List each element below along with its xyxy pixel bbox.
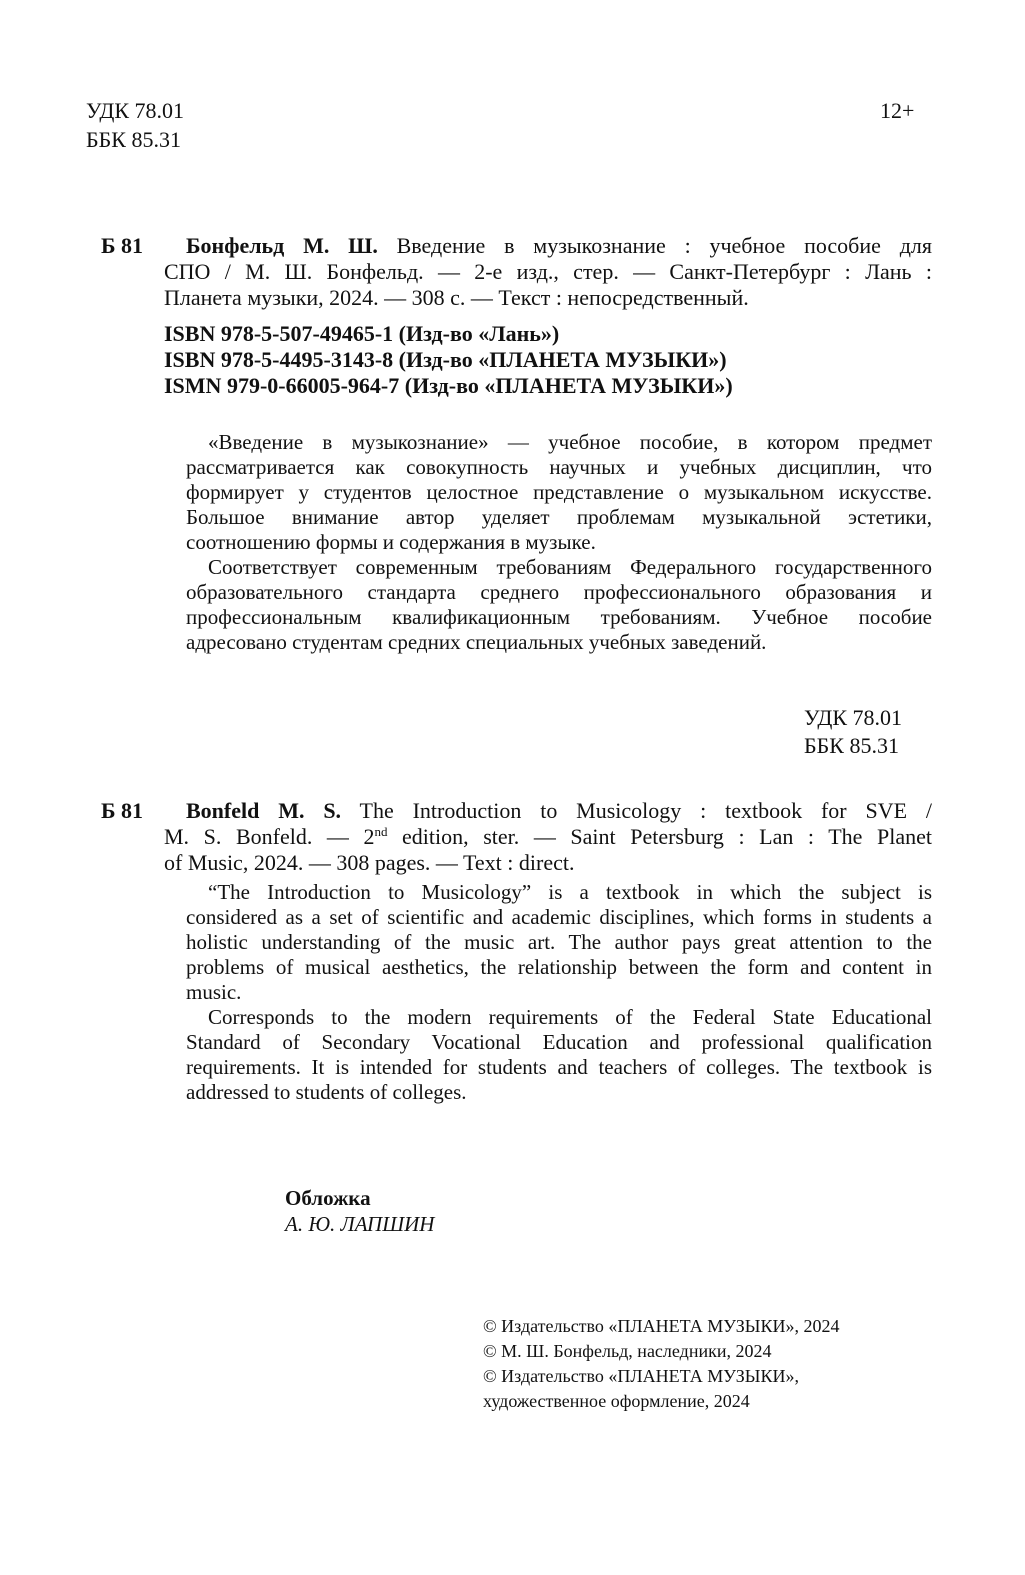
- en-abstract-p1-l3: holistic understanding of the music art. The author pays great attention to the: [186, 930, 932, 954]
- en-record-line2: [164, 824, 932, 850]
- ru-record-line1: [164, 233, 932, 259]
- ru-record-body: [164, 233, 932, 311]
- ru-abstract-p1-l1: «Введение в музыкознание» — учебное пособие, в котором предмет: [208, 430, 932, 454]
- en-abstract-p1-l1: “The Introduction to Musicology” is a textbook in which the subject is: [208, 880, 932, 904]
- en-abstract-p1-l4: problems of musical aesthetics, the relationship between the form and content in: [186, 955, 932, 979]
- ru-abstract: [186, 430, 932, 655]
- en-record-line2-pre: M. S. Bonfeld. — 2: [164, 824, 375, 849]
- copyright-block: [483, 1314, 839, 1414]
- ismn-planeta: ISMN 979-0-66005-964-7 (Изд-во «ПЛАНЕТА МУЗЫКИ»): [164, 373, 733, 398]
- copyright-line-1: © Издательство «ПЛАНЕТА МУЗЫКИ», 2024: [483, 1316, 840, 1336]
- copyright-line-4: художественное оформление, 2024: [483, 1391, 750, 1411]
- record-udk: УДК 78.01: [804, 705, 903, 730]
- isbn-block: [164, 321, 733, 399]
- en-abstract-p2-l4: addressed to students of colleges.: [186, 1080, 467, 1104]
- ru-abstract-p2-l3: профессиональным квалификационным требованиям. Учебное пособие: [186, 605, 932, 629]
- en-record-line2-post: edition, ster. — Saint Petersburg : Lan : The Planet: [387, 824, 932, 849]
- en-record-body: [164, 798, 932, 876]
- en-abstract-p2-l3: requirements. It is intended for students and teachers of colleges. The textbook is: [186, 1055, 932, 1079]
- en-record-author: Bonfeld M. S.: [186, 798, 342, 823]
- en-abstract: [186, 880, 932, 1105]
- en-record-code: Б 81: [101, 798, 144, 823]
- cover-label: Обложка: [285, 1186, 371, 1210]
- copyright-line-3: © Издательство «ПЛАНЕТА МУЗЫКИ»,: [483, 1366, 799, 1386]
- en-record-line1: [164, 798, 932, 824]
- header-udk: УДК 78.01: [86, 98, 185, 123]
- copyright-line-2: © М. Ш. Бонфельд, наследники, 2024: [483, 1341, 772, 1361]
- en-abstract-p2-l2: Standard of Secondary Vocational Education and professional qualification: [186, 1030, 932, 1054]
- ru-record-code: Б 81: [101, 233, 144, 258]
- isbn-lan: ISBN 978-5-507-49465-1 (Изд-во «Лань»): [164, 321, 560, 346]
- ru-abstract-p1-l5: соотношению формы и содержания в музыке.: [186, 530, 596, 554]
- ru-record-author: Бонфельд М. Ш.: [186, 233, 378, 258]
- en-abstract-p1-l5: music.: [186, 980, 242, 1004]
- ru-abstract-p1-l3: формирует у студентов целостное представление о музыкальном искусстве.: [186, 480, 932, 504]
- en-abstract-p2-l1: Corresponds to the modern requirements of the Federal State Educational: [208, 1005, 932, 1029]
- ru-record-title: Введение в музыкознание : учебное пособие для: [396, 233, 932, 258]
- header-bbk: ББК 85.31: [86, 127, 181, 152]
- ru-abstract-p1-l4: Большое внимание автор уделяет проблемам музыкальной эстетики,: [186, 505, 932, 529]
- en-abstract-p1-l2: considered as a set of scientific and academic disciplines, which forms in students a: [186, 905, 932, 929]
- record-bbk: ББК 85.31: [804, 733, 899, 758]
- en-record-title: The Introduction to Musicology : textbook for SVE /: [359, 798, 932, 823]
- ru-abstract-p1-l2: рассматривается как совокупность научных и учебных дисциплин, что: [186, 455, 932, 479]
- en-record-line2-sup: nd: [374, 824, 388, 839]
- ru-record-line2: СПО / М. Ш. Бонфельд. — 2-е изд., стер. — Санкт-Петербург : Лань :: [164, 259, 932, 284]
- ru-abstract-p2-l1: Соответствует современным требованиям Федерального государственного: [208, 555, 932, 579]
- en-record-line3: of Music, 2024. — 308 pages. — Text : direct.: [164, 850, 575, 875]
- age-rating: 12+: [880, 98, 915, 123]
- ru-abstract-p2-l2: образовательного стандарта среднего профессионального образования и: [186, 580, 932, 604]
- cover-designer: А. Ю. ЛАПШИН: [285, 1212, 435, 1236]
- ru-record-line3: Планета музыки, 2024. — 308 с. — Текст : непосредственный.: [164, 285, 749, 310]
- isbn-planeta: ISBN 978-5-4495-3143-8 (Изд-во «ПЛАНЕТА МУЗЫКИ»): [164, 347, 727, 372]
- ru-abstract-p2-l4: адресовано студентам средних специальных учебных заведений.: [186, 630, 767, 654]
